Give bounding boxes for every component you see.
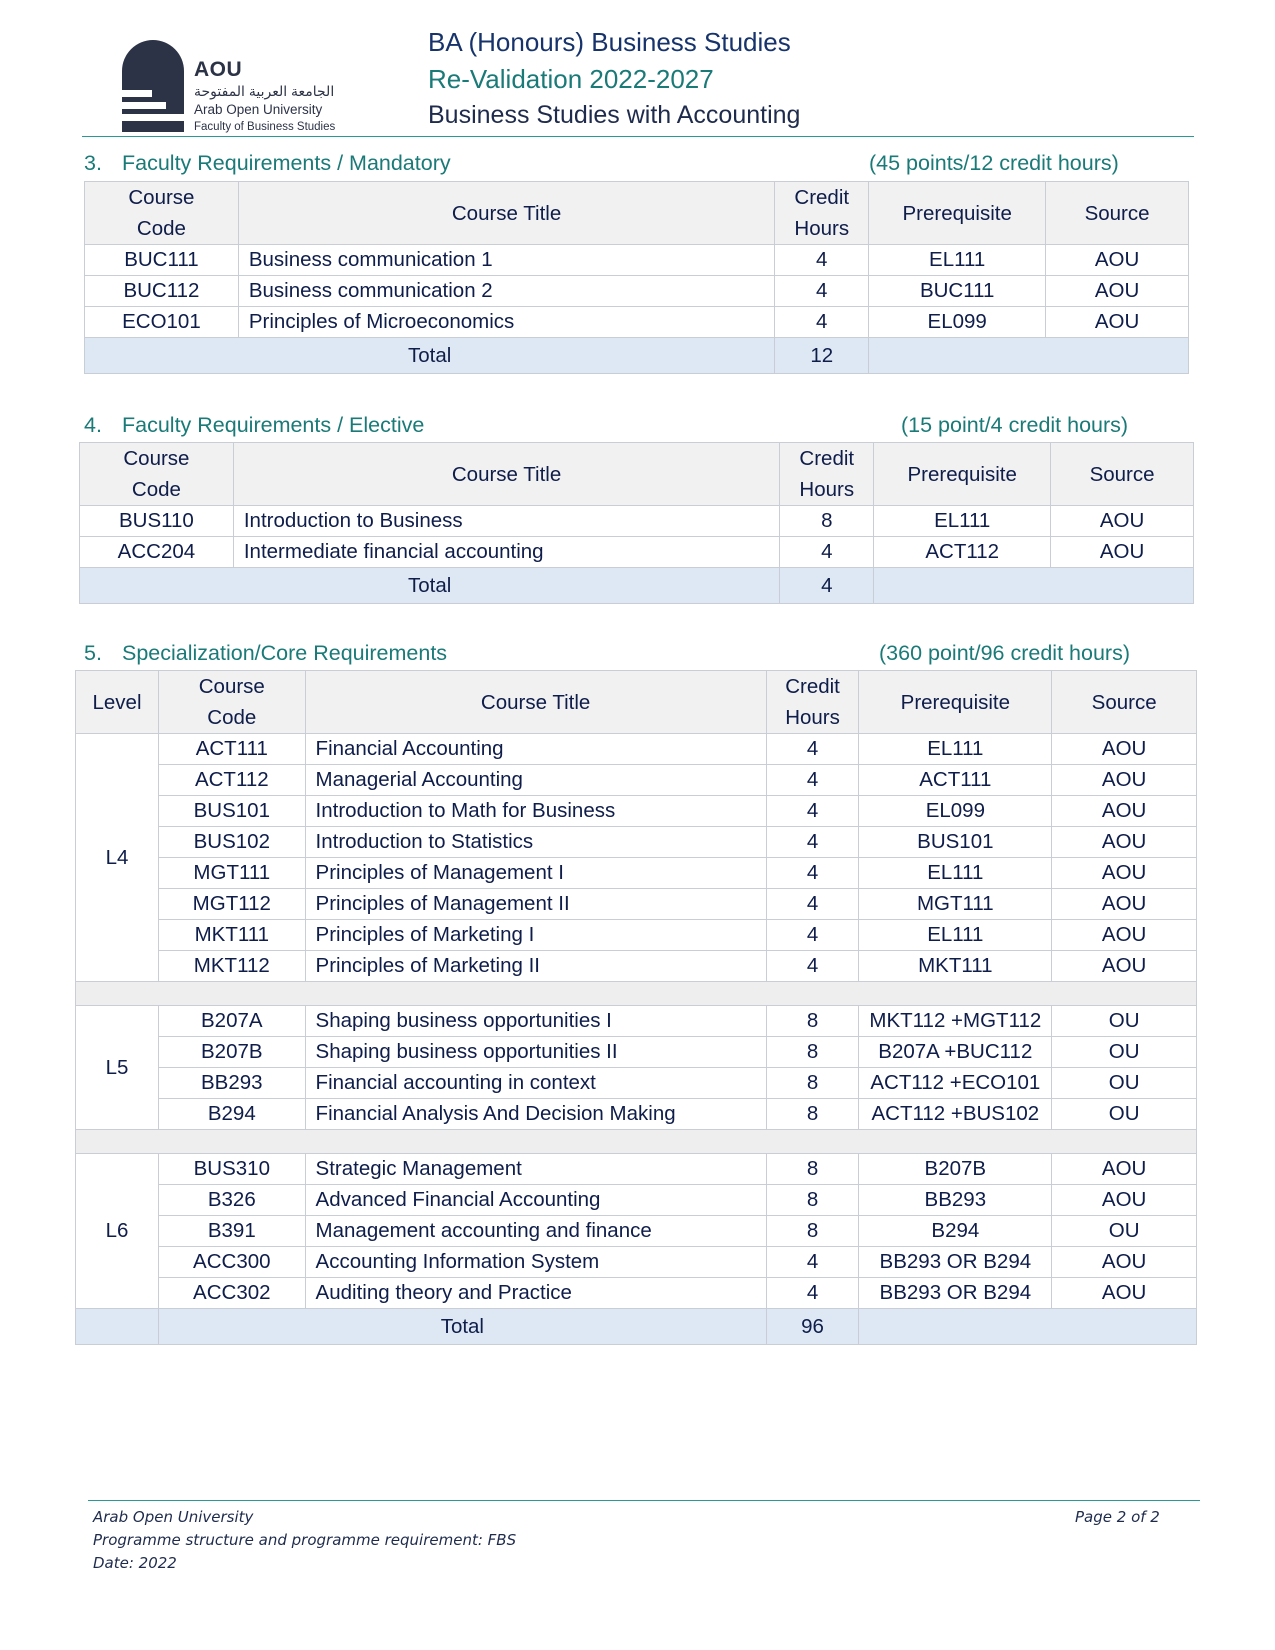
credit-hours: 4 [775, 276, 869, 307]
footer-page-number: Page 2 of 2 [1075, 1508, 1160, 1526]
section-heading-mandatory [84, 151, 1184, 181]
course-title: Principles of Marketing II [305, 951, 766, 982]
footer-date: Date: 2022 [93, 1554, 177, 1572]
source: OU [1052, 1068, 1197, 1099]
col-course-title: Course Title [238, 182, 774, 245]
prerequisite: ACT112 +ECO101 [859, 1068, 1052, 1099]
credit-hours: 4 [775, 245, 869, 276]
credit-hours: 8 [766, 1006, 859, 1037]
section-name: Specialization/Core Requirements [122, 641, 448, 665]
table-row [80, 537, 1194, 568]
course-title: Managerial Accounting [305, 765, 766, 796]
course-code: BUS310 [159, 1154, 306, 1185]
course-title: Business communication 1 [238, 245, 774, 276]
credit-hours: 4 [780, 537, 874, 568]
level-cell: L6 [76, 1154, 159, 1309]
course-title: Advanced Financial Accounting [305, 1185, 766, 1216]
total-row [76, 1309, 1197, 1345]
table-row [76, 858, 1197, 889]
table-row [76, 1099, 1197, 1130]
course-title: Principles of Microeconomics [238, 307, 774, 338]
prerequisite: B207B [859, 1154, 1052, 1185]
table-row [76, 889, 1197, 920]
col-course-title: Course Title [305, 671, 766, 734]
prerequisite: MKT111 [859, 951, 1052, 982]
source: AOU [1052, 796, 1197, 827]
course-code: ACT112 [159, 765, 306, 796]
course-code: ACC204 [80, 537, 234, 568]
course-code: BUS102 [159, 827, 306, 858]
section-heading-elective [84, 413, 1184, 443]
total-label: Total [159, 1309, 767, 1345]
table-row [76, 827, 1197, 858]
aou-logo [112, 28, 362, 138]
course-title: Principles of Marketing I [305, 920, 766, 951]
source: OU [1052, 1037, 1197, 1068]
source: AOU [1052, 889, 1197, 920]
credit-hours: 4 [766, 1278, 859, 1309]
course-title: Principles of Management I [305, 858, 766, 889]
col-credit-hours: Credit Hours [766, 671, 859, 734]
source: AOU [1052, 1247, 1197, 1278]
prerequisite: ACT112 +BUS102 [859, 1099, 1052, 1130]
course-title: Accounting Information System [305, 1247, 766, 1278]
course-code: MKT111 [159, 920, 306, 951]
source: AOU [1052, 1154, 1197, 1185]
course-code: MGT111 [159, 858, 306, 889]
prerequisite: EL111 [859, 734, 1052, 765]
table-row [85, 307, 1189, 338]
credit-hours: 4 [766, 920, 859, 951]
credit-hours: 4 [766, 889, 859, 920]
course-title: Principles of Management II [305, 889, 766, 920]
section-number: 5. [84, 641, 102, 665]
section-points: (15 point/4 credit hours) [901, 413, 1129, 437]
prerequisite: EL111 [859, 858, 1052, 889]
course-code: BB293 [159, 1068, 306, 1099]
course-title: Business communication 2 [238, 276, 774, 307]
table-row [76, 1185, 1197, 1216]
aou-logo-mark [122, 40, 184, 132]
table-header-row [85, 182, 1189, 245]
course-title: Shaping business opportunities II [305, 1037, 766, 1068]
table-header-row [80, 443, 1194, 506]
credit-hours: 4 [766, 1247, 859, 1278]
course-title: Management accounting and finance [305, 1216, 766, 1247]
col-course-code: Course Code [159, 671, 306, 734]
total-value: 96 [766, 1309, 859, 1345]
table-row [76, 1247, 1197, 1278]
course-code: BUC112 [85, 276, 239, 307]
source: AOU [1052, 827, 1197, 858]
course-code: B207A [159, 1006, 306, 1037]
prerequisite: MKT112 +MGT112 [859, 1006, 1052, 1037]
total-value: 12 [775, 338, 869, 374]
credit-hours: 4 [766, 734, 859, 765]
level-separator-row [76, 982, 1197, 1006]
prerequisite: B207A +BUC112 [859, 1037, 1052, 1068]
table-row [76, 1154, 1197, 1185]
credit-hours: 4 [766, 951, 859, 982]
section-number: 3. [84, 151, 102, 175]
table-row [76, 920, 1197, 951]
col-credit-hours: Credit Hours [780, 443, 874, 506]
credit-hours: 8 [766, 1154, 859, 1185]
level-separator-row [76, 1130, 1197, 1154]
total-empty [76, 1309, 159, 1345]
source: AOU [1052, 1278, 1197, 1309]
source: AOU [1046, 307, 1189, 338]
credit-hours: 4 [766, 827, 859, 858]
col-course-code: Course Code [80, 443, 234, 506]
course-title: Introduction to Math for Business [305, 796, 766, 827]
section-number: 4. [84, 413, 102, 437]
footer-rule [88, 1500, 1200, 1501]
col-source: Source [1051, 443, 1194, 506]
col-course-title: Course Title [233, 443, 779, 506]
col-source: Source [1046, 182, 1189, 245]
logo-faculty: Faculty of Business Studies [194, 121, 336, 133]
footer-document: Programme structure and programme requirement: FBS [93, 1531, 517, 1549]
total-row [80, 568, 1194, 604]
prerequisite: BB293 OR B294 [859, 1278, 1052, 1309]
table-row [80, 506, 1194, 537]
prerequisite: EL111 [874, 506, 1051, 537]
course-code: B326 [159, 1185, 306, 1216]
course-code: ECO101 [85, 307, 239, 338]
credit-hours: 4 [766, 796, 859, 827]
credit-hours: 4 [775, 307, 869, 338]
course-title: Financial accounting in context [305, 1068, 766, 1099]
total-empty [869, 338, 1189, 374]
section-points: (360 point/96 credit hours) [879, 641, 1130, 665]
table-row [76, 1037, 1197, 1068]
course-title: Introduction to Business [233, 506, 779, 537]
prerequisite: EL099 [859, 796, 1052, 827]
total-empty [874, 568, 1194, 604]
prerequisite: EL099 [869, 307, 1046, 338]
course-code: BUS101 [159, 796, 306, 827]
prerequisite: ACT112 [874, 537, 1051, 568]
course-code: ACC302 [159, 1278, 306, 1309]
level-cell: L4 [76, 734, 159, 982]
source: AOU [1052, 1185, 1197, 1216]
source: AOU [1051, 537, 1194, 568]
credit-hours: 4 [766, 858, 859, 889]
source: OU [1052, 1216, 1197, 1247]
section-name: Faculty Requirements / Mandatory [122, 151, 451, 175]
col-prerequisite: Prerequisite [859, 671, 1052, 734]
table-header-row [76, 671, 1197, 734]
course-title: Financial Accounting [305, 734, 766, 765]
table-row [76, 951, 1197, 982]
table-row [76, 1006, 1197, 1037]
course-title: Strategic Management [305, 1154, 766, 1185]
course-code: BUC111 [85, 245, 239, 276]
logo-english-name: Arab Open University [194, 102, 323, 117]
course-code: ACC300 [159, 1247, 306, 1278]
course-code: MGT112 [159, 889, 306, 920]
header-rule [82, 136, 1194, 137]
source: AOU [1052, 951, 1197, 982]
programme-name: Business Studies with Accounting [428, 101, 801, 129]
source: OU [1052, 1099, 1197, 1130]
prerequisite: ACT111 [859, 765, 1052, 796]
prerequisite: MGT111 [859, 889, 1052, 920]
course-title: Shaping business opportunities I [305, 1006, 766, 1037]
prerequisite: BUC111 [869, 276, 1046, 307]
level-separator [76, 1130, 1197, 1154]
course-code: MKT112 [159, 951, 306, 982]
prerequisite: EL111 [859, 920, 1052, 951]
course-code: B207B [159, 1037, 306, 1068]
source: AOU [1052, 920, 1197, 951]
course-title: Intermediate financial accounting [233, 537, 779, 568]
elective-requirements-table [79, 442, 1194, 604]
footer-university: Arab Open University [93, 1508, 254, 1526]
prerequisite: BB293 OR B294 [859, 1247, 1052, 1278]
level-separator [76, 982, 1197, 1006]
credit-hours: 8 [766, 1216, 859, 1247]
col-source: Source [1052, 671, 1197, 734]
section-heading-core [84, 641, 1184, 671]
logo-arabic-name: الجامعة العربية المفتوحة [194, 83, 335, 99]
section-name: Faculty Requirements / Elective [122, 413, 425, 437]
table-row [76, 1216, 1197, 1247]
source: AOU [1046, 276, 1189, 307]
col-course-code: Course Code [85, 182, 239, 245]
table-row [76, 734, 1197, 765]
section-points: (45 points/12 credit hours) [869, 151, 1119, 175]
credit-hours: 8 [766, 1037, 859, 1068]
logo-wordmark: AOU [194, 58, 243, 81]
col-prerequisite: Prerequisite [869, 182, 1046, 245]
credit-hours: 8 [766, 1068, 859, 1099]
course-title: Auditing theory and Practice [305, 1278, 766, 1309]
total-label: Total [80, 568, 780, 604]
total-row [85, 338, 1189, 374]
source: AOU [1046, 245, 1189, 276]
total-label: Total [85, 338, 775, 374]
course-code: B391 [159, 1216, 306, 1247]
core-requirements-table [75, 670, 1197, 1345]
col-credit-hours: Credit Hours [775, 182, 869, 245]
course-code: ACT111 [159, 734, 306, 765]
credit-hours: 4 [766, 765, 859, 796]
col-level: Level [76, 671, 159, 734]
total-value: 4 [780, 568, 874, 604]
table-row [85, 276, 1189, 307]
prerequisite: BUS101 [859, 827, 1052, 858]
source: AOU [1051, 506, 1194, 537]
prerequisite: BB293 [859, 1185, 1052, 1216]
credit-hours: 8 [780, 506, 874, 537]
prerequisite: B294 [859, 1216, 1052, 1247]
course-code: B294 [159, 1099, 306, 1130]
table-row [76, 1068, 1197, 1099]
table-row [76, 1278, 1197, 1309]
source: AOU [1052, 734, 1197, 765]
table-row [76, 796, 1197, 827]
col-prerequisite: Prerequisite [874, 443, 1051, 506]
credit-hours: 8 [766, 1185, 859, 1216]
document-title: BA (Honours) Business Studies [428, 27, 791, 57]
source: AOU [1052, 858, 1197, 889]
course-title: Financial Analysis And Decision Making [305, 1099, 766, 1130]
table-row [76, 765, 1197, 796]
credit-hours: 8 [766, 1099, 859, 1130]
level-cell: L5 [76, 1006, 159, 1130]
source: AOU [1052, 765, 1197, 796]
table-row [85, 245, 1189, 276]
course-code: BUS110 [80, 506, 234, 537]
document-subtitle: Re-Validation 2022-2027 [428, 64, 714, 94]
source: OU [1052, 1006, 1197, 1037]
mandatory-requirements-table [84, 181, 1189, 374]
total-empty [859, 1309, 1197, 1345]
prerequisite: EL111 [869, 245, 1046, 276]
course-title: Introduction to Statistics [305, 827, 766, 858]
